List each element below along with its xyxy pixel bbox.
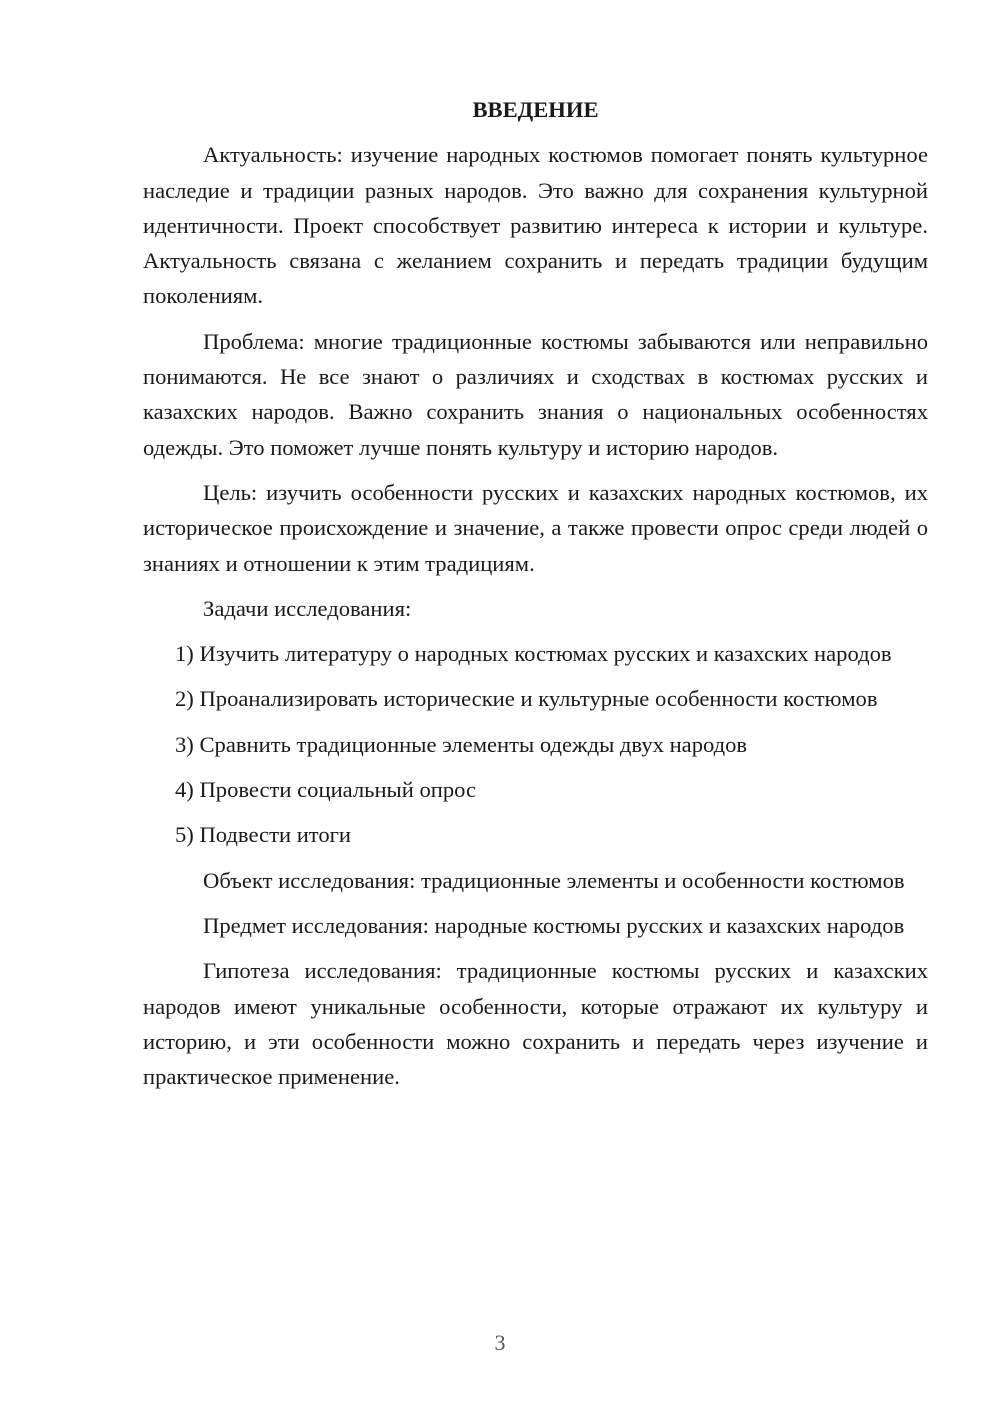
document-page bbox=[143, 92, 928, 1104]
paragraph-hypothesis: Гипотеза исследования: традиционные костюмы русских и казахских народов имеют уникальные особенности, которые отражают их культуру и историю, и эти особенности можно сохранить и передать через изучение и практическое применение. bbox=[143, 958, 928, 1090]
tasks-heading: Задачи исследования: bbox=[203, 595, 412, 621]
paragraph-subject: Предмет исследования: народные костюмы русских и казахских народов bbox=[203, 912, 905, 938]
section-title: ВВЕДЕНИЕ bbox=[472, 97, 599, 122]
task-item-3: 3) Сравнить традиционные элементы одежды двух народов bbox=[175, 731, 748, 757]
task-item-2: 2) Проанализировать исторические и культурные особенности костюмов bbox=[175, 686, 878, 712]
paragraph-goal: Цель: изучить особенности русских и казахских народных костюмов, их историческое происхождение и значение, а также провести опрос среди людей о знаниях и отношении к этим традициям. bbox=[143, 479, 928, 576]
paragraph-object: Объект исследования: традиционные элементы и особенности костюмов bbox=[203, 867, 905, 893]
page-number: 3 bbox=[494, 1330, 506, 1355]
task-item-1: 1) Изучить литературу о народных костюмах русских и казахских народов bbox=[175, 641, 892, 667]
task-item-4: 4) Провести социальный опрос bbox=[175, 777, 477, 803]
paragraph-relevance: Актуальность: изучение народных костюмов помогает понять культурное наследие и традиции разных народов. Это важно для сохранения культурной идентичности. Проект способствует развитию интереса к истории и культуре. Актуальность связана с желанием сохранить и передать традиции будущим поколениям. bbox=[143, 142, 928, 309]
task-item-5: 5) Подвести итоги bbox=[175, 822, 352, 848]
paragraph-problem: Проблема: многие традиционные костюмы забываются или неправильно понимаются. Не все знают о различиях и сходствах в костюмах русских и казахских народов. Важно сохранить знания о национальных особенностях одежды. Это поможет лучше понять культуру и историю народов. bbox=[143, 328, 928, 460]
